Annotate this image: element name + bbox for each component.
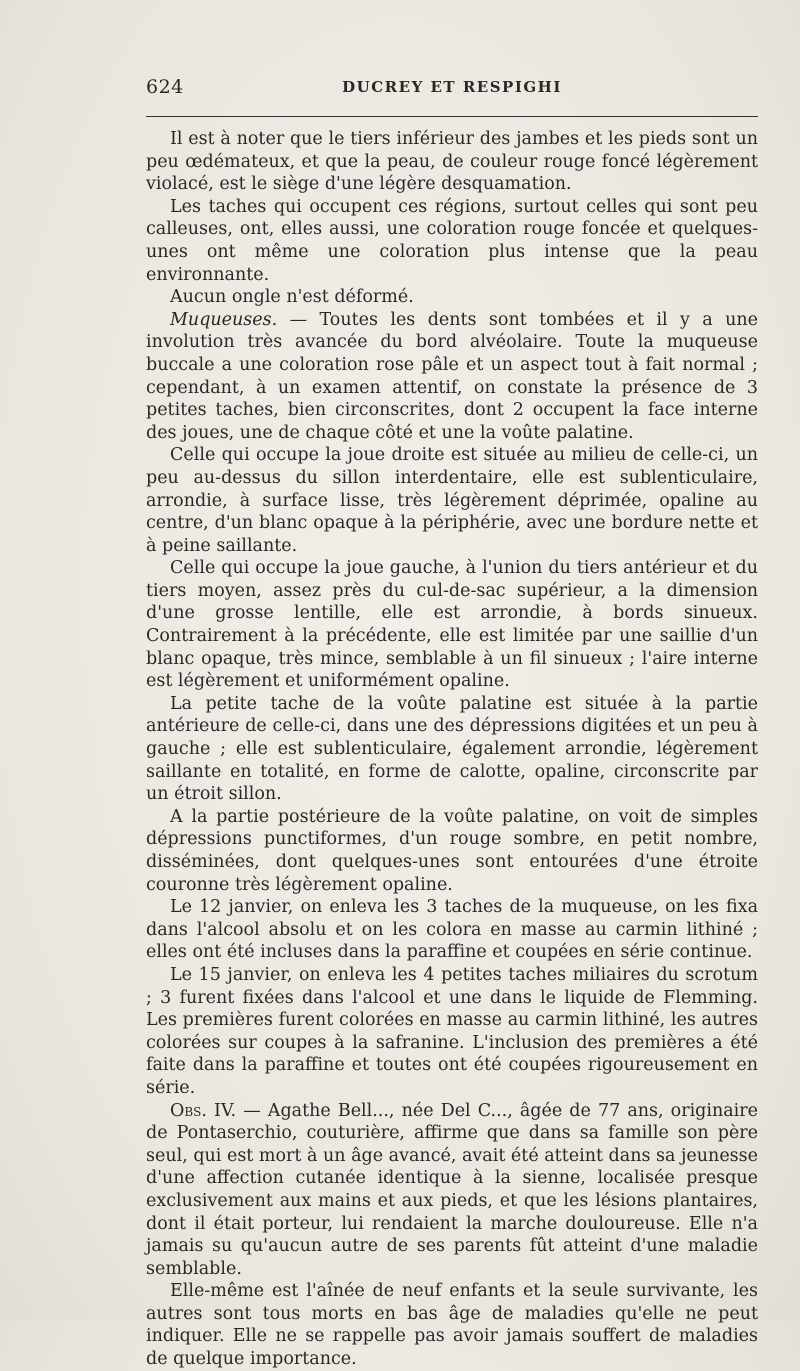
paragraph: Elle-même est l'aînée de neuf enfants et la seule survivante, les autres sont tous morts en bas âge de maladies qu'elle ne peut indiquer. Elle ne se rappelle pas avoir jamais souffert de maladies de quelque importance. [146,1281,758,1370]
paragraph: La petite tache de la voûte palatine est située à la partie antérieure de celle-ci, dans une des dépressions digitées et un peu à gauche ; elle est sublenticulaire, également arrondie, légèrement saillante en totalité, en forme de calotte, opaline, circonscrite par un étroit sillon. [146,693,758,805]
paragraph: Celle qui occupe la joue droite est située au milieu de celle-ci, un peu au-dessus du sillon interdentaire, elle est sublenticulaire, arrondie, à surface lisse, très légèrement déprimée, opaline au centre, d'un blanc opaque à la périphérie, avec une bordure nette et à peine saillante. [146,445,758,556]
paragraph-observation: Obs. IV. — Agathe Bell..., née Del C..., âgée de 77 ans, originaire de Pontaserchio, couturière, affirme que dans sa famille son père seul, qui est mort à un âge avancé, avait été atteint dans sa jeunesse d'une affection cutanée identique à la sienne, localisée presque exclusivement aux mains et aux pieds, et que les lésions plantaires, dont il était porteur, lui rendaient la marche douloureuse. Elle n'a jamais su qu'aucun autre de ses parents fût atteint d'une maladie semblable. [146,1100,758,1279]
paragraph: Il est à noter que le tiers inférieur des jambes et les pieds sont un peu œdémateux, et que la peau, de couleur rouge foncé légèrement violacé, est le siège d'une légère desquamation. [146,129,758,195]
section-label: Muqueuses. [170,309,278,330]
paragraph: Le 12 janvier, on enleva les 3 taches de la muqueuse, on les fixa dans l'alcool absolu et on les colora en masse au carmin lithiné ; elles ont été incluses dans la paraffine et coupées en série continue. [146,897,758,963]
paragraph: Le 15 janvier, on enleva les 4 petites taches miliaires du scrotum ; 3 furent fixées dans l'alcool et une dans le liquide de Flemming. Les premières furent colorées en masse au carmin lithiné, les autres colorées sur coupes à la safranine. L'inclusion des premières a été faite dans la paraffine et toutes ont été coupées rigoureusement en série. [146,964,758,1098]
paragraph: A la partie postérieure de la voûte palatine, on voit de simples dépressions punctiformes, d'un rouge sombre, en petit nombre, disséminées, dont quelques-unes sont entourées d'une étroite couronne très légèrement opaline. [146,806,758,895]
running-head: DUCREY ET RESPIGHI [342,78,562,96]
paragraph: Aucun ongle n'est déformé. [170,287,414,308]
paragraph: Les taches qui occupent ces régions, surtout celles qui sont peu calleuses, ont, elles aussi, une coloration rouge foncée et quelques-unes ont même une coloration plus intense que la peau environnante. [146,196,758,285]
header-rule [146,116,758,117]
observation-label: Obs. IV. [170,1100,237,1121]
body-text [146,128,758,1371]
paragraph: Celle qui occupe la joue gauche, à l'union du tiers antérieur et du tiers moyen, assez près du cul-de-sac supérieur, a la dimension d'une grosse lentille, elle est arrondie, à bords sinueux. Contrairement à la précédente, elle est limitée par une saillie d'un blanc opaque, très mince, semblable à un fil sinueux ; l'aire interne est légèrement et uniformément opaline. [146,558,758,692]
paragraph-muqueuses: Muqueuses. — Toutes les dents sont tombées et il y a une involution très avancée du bord alvéolaire. Toute la muqueuse buccale a une coloration rose pâle et un aspect tout à fait normal ; cependant, à un examen attentif, on constate la présence de 3 petites taches, bien circonscrites, dont 2 occupent la face interne des joues, une de chaque côté et une la voûte palatine. [146,309,758,443]
page-number: 624 [146,76,184,98]
page-header [146,76,758,104]
